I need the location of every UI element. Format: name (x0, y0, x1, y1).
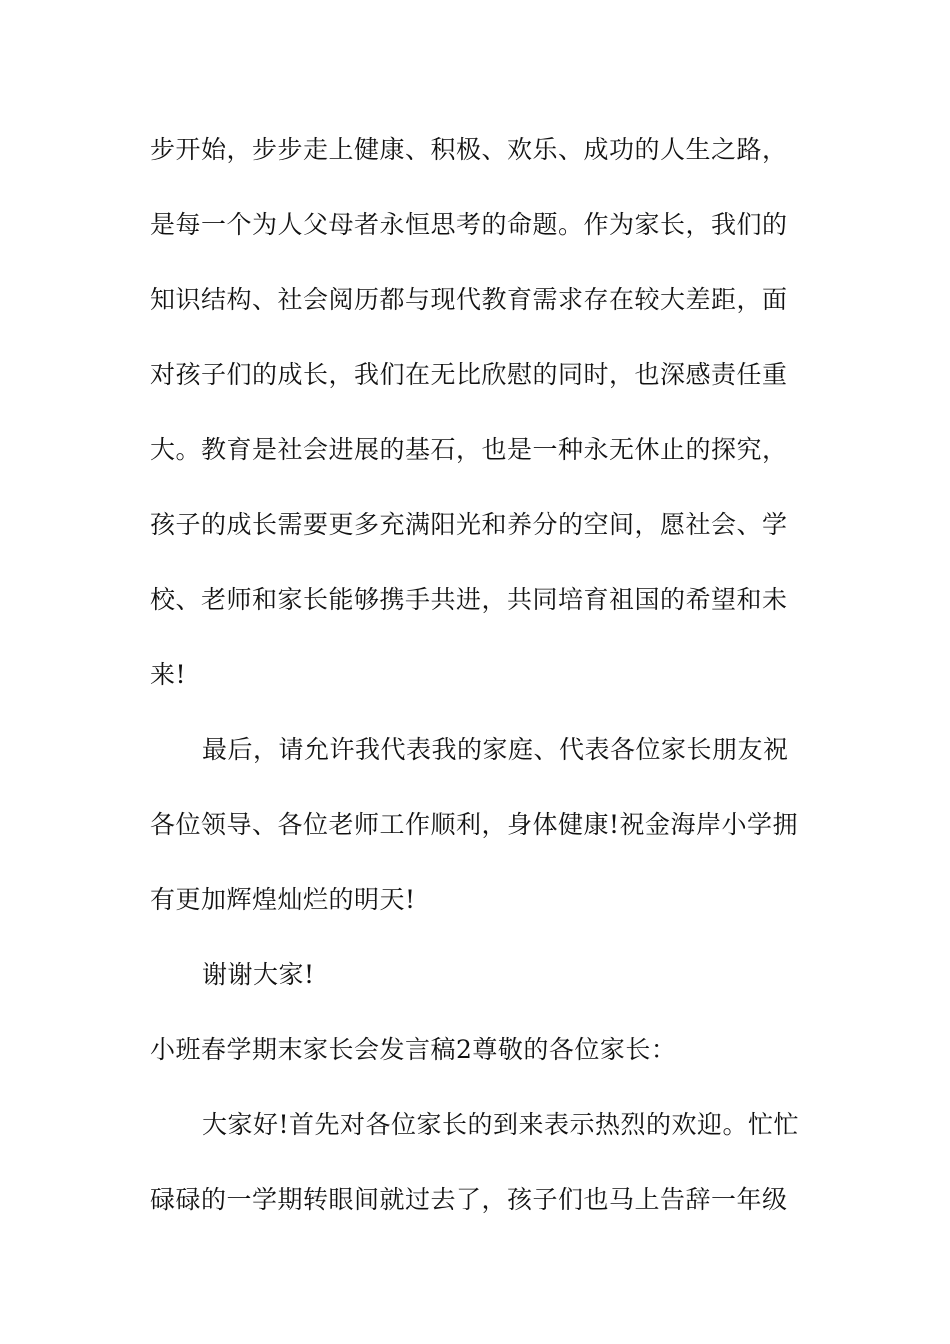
paragraph-line: 知识结构、社会阅历都与现代教育需求存在较大差距，面 (150, 285, 788, 314)
paragraph-line: 各位领导、各位老师工作顺利，身体健康!祝金海岸小学拥 (150, 810, 799, 839)
paragraph-line: 是每一个为人父母者永恒思考的命题。作为家长，我们的 (150, 210, 788, 239)
paragraph-line: 步开始，步步走上健康、积极、欢乐、成功的人生之路， (150, 135, 788, 164)
paragraph-line: 校、老师和家长能够携手共进，共同培育祖国的希望和未 (150, 585, 788, 614)
paragraph-line: 最后，请允许我代表我的家庭、代表各位家长朋友祝 (202, 735, 789, 764)
section-heading: 小班春学期末家长会发言稿2尊敬的各位家长： (150, 1035, 677, 1064)
paragraph-line: 孩子的成长需要更多充满阳光和养分的空间，愿社会、学 (150, 510, 788, 539)
paragraph-line: 谢谢大家! (202, 960, 315, 989)
paragraph-line: 大。教育是社会进展的基石，也是一种永无休止的探究， (150, 435, 788, 464)
paragraph-line: 碌碌的一学期转眼间就过去了，孩子们也马上告辞一年级 (150, 1185, 788, 1214)
paragraph-line: 来! (150, 660, 187, 689)
paragraph-line: 有更加辉煌灿烂的明天! (150, 885, 416, 914)
paragraph-line: 对孩子们的成长，我们在无比欣慰的同时，也深感责任重 (150, 360, 788, 389)
paragraph-line: 大家好!首先对各位家长的到来表示热烈的欢迎。忙忙 (202, 1110, 800, 1139)
